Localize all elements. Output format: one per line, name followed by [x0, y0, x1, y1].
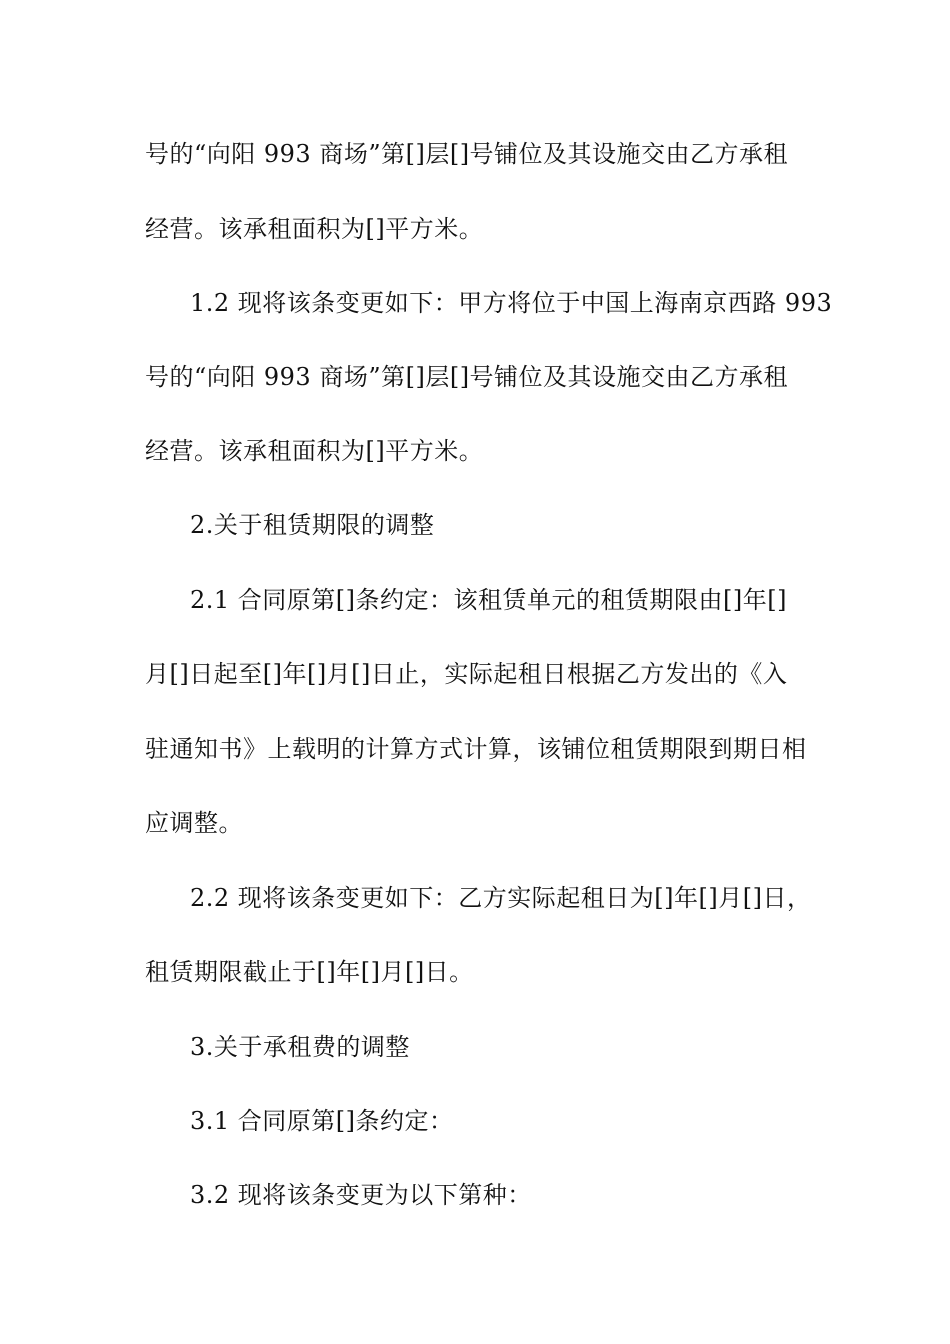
- text-line: 应调整。: [145, 809, 243, 837]
- text-line: 月[]日起至[]年[]月[]日止，实际起租日根据乙方发出的《入: [145, 660, 788, 688]
- text-line: 驻通知书》上载明的计算方式计算，该铺位租赁期限到期日相: [145, 735, 807, 763]
- text-line: 号的“向阳 993 商场”第[]层[]号铺位及其设施交由乙方承租: [145, 363, 789, 391]
- text-line: 2.2 现将该条变更如下：乙方实际起租日为[]年[]月[]日，: [190, 884, 812, 912]
- text-line: 经营。该承租面积为[]平方米。: [145, 215, 484, 243]
- text-line: 租赁期限截止于[]年[]月[]日。: [145, 958, 474, 986]
- text-line: 3.1 合同原第[]条约定：: [190, 1107, 454, 1135]
- text-line: 3.2 现将该条变更为以下第种：: [190, 1181, 532, 1209]
- text-line: 1.2 现将该条变更如下：甲方将位于中国上海南京西路 993: [190, 289, 833, 317]
- section-heading: 3.关于承租费的调整: [190, 1033, 410, 1061]
- section-heading: 2.关于租赁期限的调整: [190, 511, 435, 539]
- text-line: 经营。该承租面积为[]平方米。: [145, 437, 484, 465]
- text-line: 2.1 合同原第[]条约定：该租赁单元的租赁期限由[]年[]: [190, 586, 787, 614]
- text-line: 号的“向阳 993 商场”第[]层[]号铺位及其设施交由乙方承租: [145, 140, 789, 168]
